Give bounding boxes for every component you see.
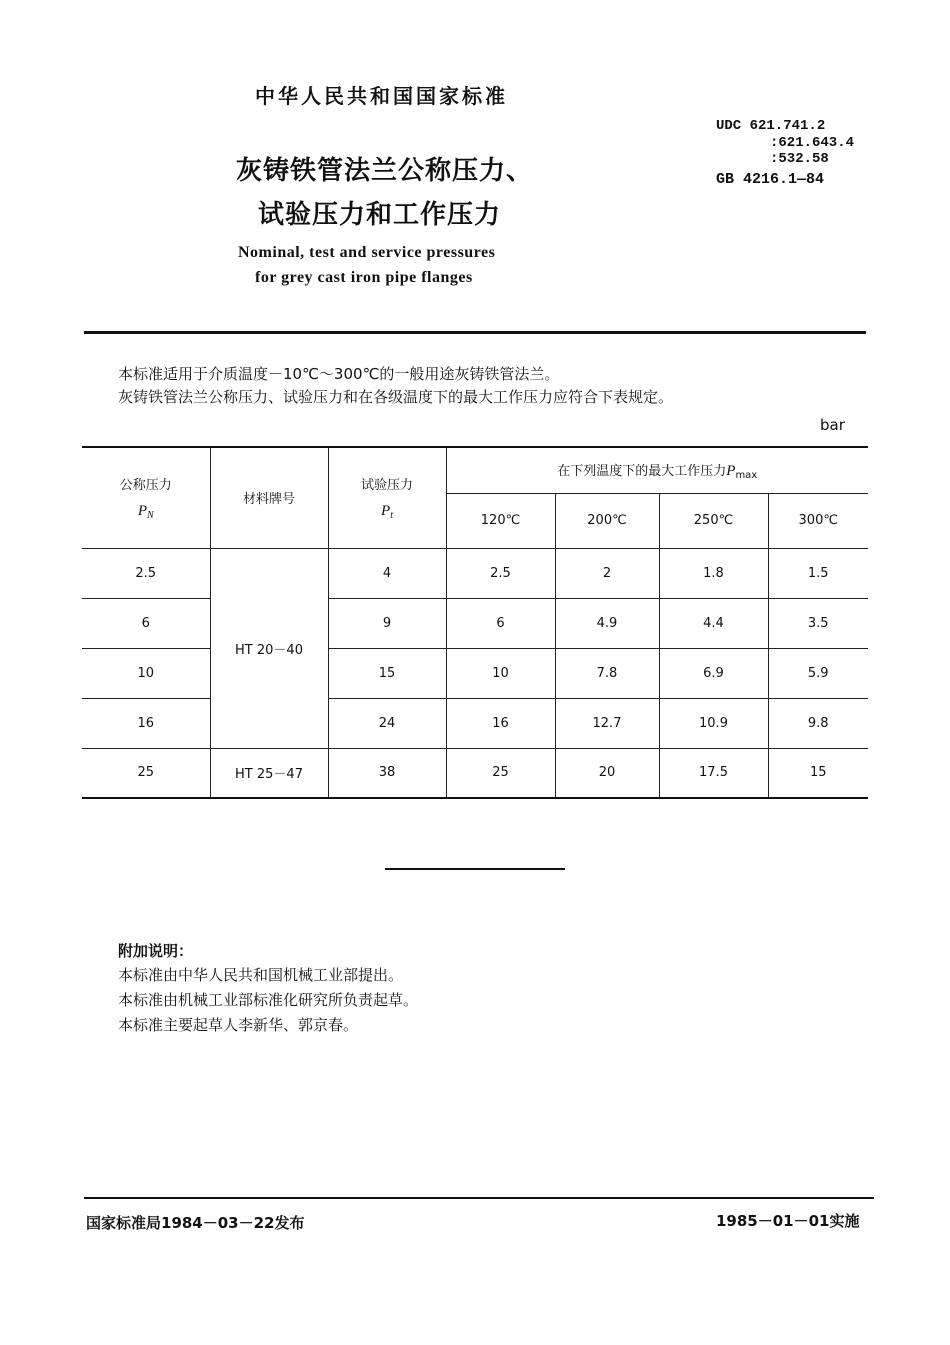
cell-pn: 10 (82, 648, 210, 698)
notes-line3: 本标准主要起草人李新华、郭京春。 (118, 1016, 359, 1034)
udc-code-line1: UDC 621.741.2 (716, 118, 826, 134)
pt-symbol: P (381, 503, 391, 520)
cell-t250: 1.8 (659, 548, 768, 598)
cell-pt: 9 (328, 598, 446, 648)
cell-t250: 10.9 (659, 698, 768, 748)
section-divider (385, 868, 565, 870)
intro-line1: 本标准适用于介质温度－10℃～300℃的一般用途灰铸铁管法兰。 (118, 365, 560, 383)
cell-t300: 15 (768, 748, 868, 798)
unit-label: bar (820, 416, 845, 434)
pressure-table (82, 446, 868, 799)
title-en-line1: Nominal, test and service pressures (238, 244, 496, 261)
cell-t120: 10 (446, 648, 555, 698)
title-en-line2: for grey cast iron pipe flanges (255, 269, 473, 286)
header-nominal (82, 447, 210, 548)
cell-t200: 20 (555, 748, 659, 798)
cell-pn: 25 (82, 748, 210, 798)
temp-250: 250℃ (659, 493, 768, 548)
footer-divider (84, 1197, 874, 1199)
cell-t250: 4.4 (659, 598, 768, 648)
cell-pt: 24 (328, 698, 446, 748)
header-material: 材料牌号 (210, 447, 328, 548)
temp-120: 120℃ (446, 493, 555, 548)
table-row (82, 748, 868, 798)
notes-line1: 本标准由中华人民共和国机械工业部提出。 (118, 966, 404, 984)
table-row (82, 698, 868, 748)
effective-date: 1985－01－01实施 (716, 1212, 860, 1230)
cell-t200: 7.8 (555, 648, 659, 698)
udc-code-line2: :621.643.4 (770, 135, 855, 151)
notes-title: 附加说明： (118, 942, 194, 960)
gb-number: GB 4216.1—84 (716, 171, 825, 188)
temp-200: 200℃ (555, 493, 659, 548)
notes-line2: 本标准由机械工业部标准化研究所负责起草。 (118, 991, 419, 1009)
cell-pt: 38 (328, 748, 446, 798)
top-divider (84, 331, 866, 334)
table-row (82, 548, 868, 598)
cell-t300: 9.8 (768, 698, 868, 748)
cell-t250: 17.5 (659, 748, 768, 798)
header-max-label: 在下列温度下的最大工作压力 (557, 463, 727, 479)
cell-t250: 6.9 (659, 648, 768, 698)
pmax-subscript: max (735, 469, 758, 481)
table-header-row (82, 447, 868, 493)
cell-material-b: HT 25－47 (210, 748, 328, 798)
header-test (328, 447, 446, 548)
table-row (82, 598, 868, 648)
temp-300: 300℃ (768, 493, 868, 548)
pt-subscript: t (390, 510, 393, 522)
issued-date: 国家标准局1984－03－22发布 (86, 1214, 305, 1232)
cell-t120: 16 (446, 698, 555, 748)
cell-t200: 4.9 (555, 598, 659, 648)
cell-t120: 25 (446, 748, 555, 798)
cell-t120: 6 (446, 598, 555, 648)
cell-pn: 16 (82, 698, 210, 748)
cell-t300: 3.5 (768, 598, 868, 648)
cell-pt: 15 (328, 648, 446, 698)
header-max-pressure (446, 447, 868, 493)
cell-material-a: HT 20－40 (210, 548, 328, 748)
udc-code-line3: :532.58 (770, 151, 829, 167)
pmax-symbol: P (726, 462, 736, 479)
national-standard-heading: 中华人民共和国国家标准 (255, 84, 508, 108)
cell-pn: 6 (82, 598, 210, 648)
cell-pn: 2.5 (82, 548, 210, 598)
title-cn-line2: 试验压力和工作压力 (258, 200, 502, 230)
pn-symbol: P (137, 503, 147, 520)
header-test-label: 试验压力 (360, 478, 413, 494)
header-nominal-label: 公称压力 (119, 478, 172, 494)
table-row (82, 648, 868, 698)
title-cn-line1: 灰铸铁管法兰公称压力、 (236, 156, 534, 186)
cell-t300: 5.9 (768, 648, 868, 698)
cell-t200: 12.7 (555, 698, 659, 748)
cell-t200: 2 (555, 548, 659, 598)
cell-pt: 4 (328, 548, 446, 598)
cell-t300: 1.5 (768, 548, 868, 598)
cell-t120: 2.5 (446, 548, 555, 598)
pn-subscript: N (147, 510, 154, 522)
intro-line2: 灰铸铁管法兰公称压力、试验压力和在各级温度下的最大工作压力应符合下表规定。 (118, 388, 674, 406)
